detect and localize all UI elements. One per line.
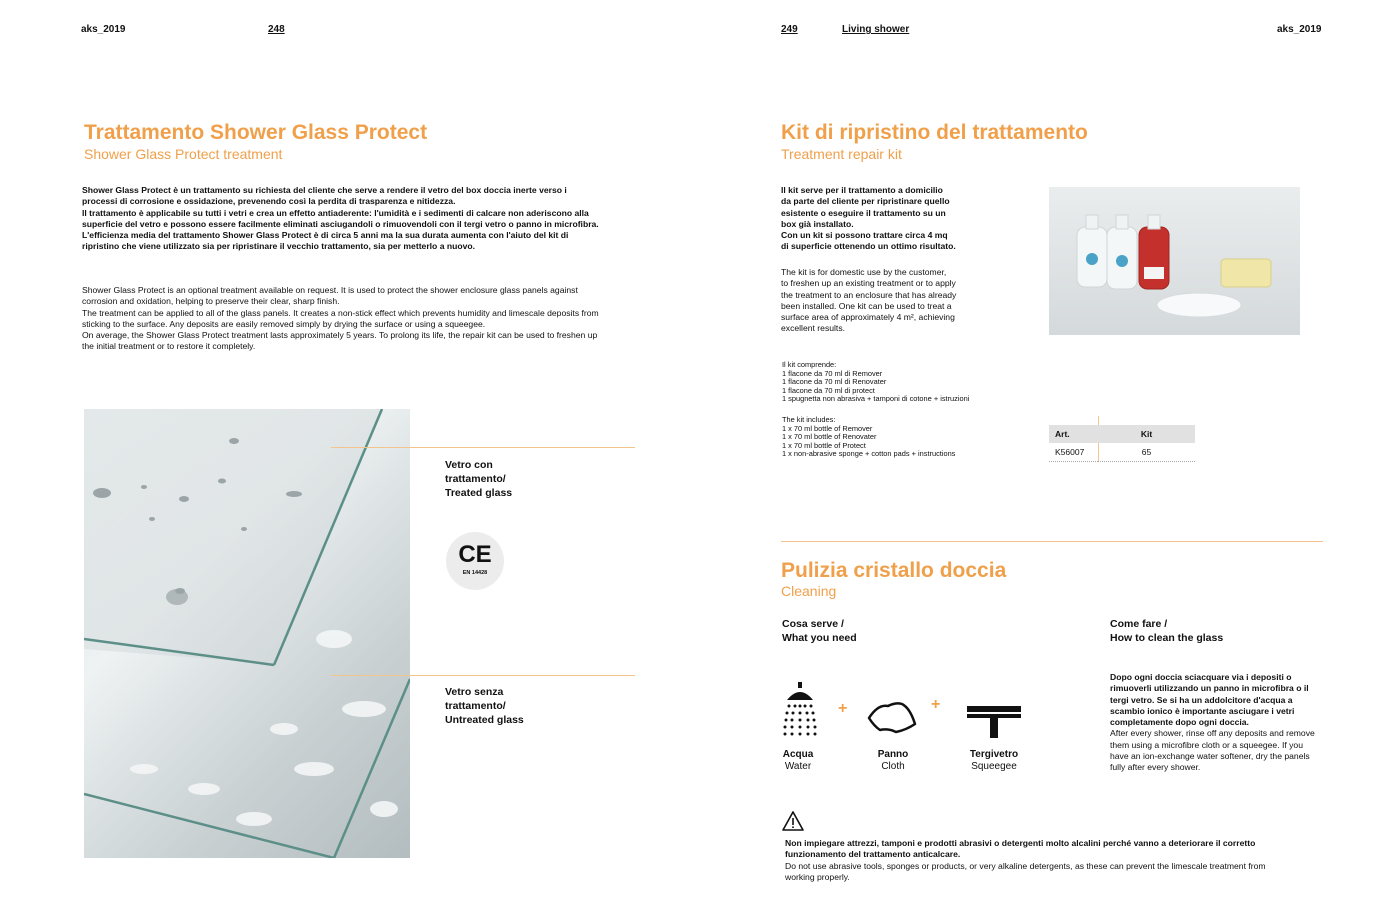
cloth-icon [866,700,918,736]
cloth-label-it: Panno [877,749,909,760]
cleaning-subtitle: Cleaning [781,583,837,599]
kit-title: Kit di ripristino del trattamento [781,121,1088,144]
how-to-it: Dopo ogni doccia sciacquare via i depositi o rimuoverli utilizzando un panno in microfibra o il tergi vetro. Se si ha un addolcitore d'acqua a scambio ionico è importante asciugare i vetri completamente dopo ogni doccia. [1110,672,1309,728]
table-cell-art: K56007 [1049,443,1098,462]
kit-illustration [1049,187,1300,335]
warning-text [785,838,1295,883]
treated-leader-line [331,447,635,448]
glass-photo [84,409,410,858]
warning-it: Non impiegare attrezzi, tamponi e prodotti abrasivi o detergenti molto alcalini perché vanno a deteriorare il corretto funzionamento del trattamento anticalcare. [785,838,1256,860]
table-header-art: Art. [1049,425,1098,443]
sponge [1221,259,1271,287]
water-label-en: Water [784,761,812,772]
squeegee-icon [965,704,1023,738]
left-page-number: 248 [268,24,285,35]
cloth-label-en: Cloth [881,761,905,772]
cotton-pads [1157,293,1241,317]
how-to-heading: Come fare / How to clean the glass [1110,618,1224,644]
squeegee-label [954,749,1034,773]
left-en-paragraph: Shower Glass Protect is an optional treatment available on request. It is used to protect the shower enclosure glass panels against corrosion and oxidation, helping to preserve their clear, sharp finish. The treatment can be applied to all of the glass panels. It creates a non-stick effect which prevents humidity and limescale deposits from sticking to the surface. Any deposits are easily removed simply by drying the surface or using a squeegee. On average, the Shower Glass Protect treatment lasts approximately 5 years. To prolong its life, the repair kit can be used to freshen up the initial treatment or to restore it completely. [82,285,599,352]
untreated-glass-label: Vetro senza trattamento/ Untreated glass [445,686,524,726]
right-brand: aks_2019 [1277,24,1322,35]
plus-sign-2: + [931,696,941,713]
left-title: Trattamento Shower Glass Protect [84,121,428,144]
kit-includes-en: The kit includes: 1 x 70 ml bottle of Remover 1 x 70 ml bottle of Renovater 1 x 70 ml bottle of Protect 1 x non-abrasive sponge + cotton pads + instructions [782,415,956,458]
bottle-protect [1139,215,1169,289]
left-it-paragraph: Shower Glass Protect è un trattamento su richiesta del cliente che serve a rendere il vetro del box doccia inerte verso i processi di corrosione e ossidazione, prevenendo così la perdita di trasparenza e nitidezza. Il trattamento è applicabile su tutti i vetri e crea un effetto antiaderente: l'umidità e i sedimenti di calcare non aderiscono alla superficie del vetro e possono essere facilmente eliminati asciugandoli o rimuovendoli con il tergi vetro o panno in microfibra. L'efficienza media del trattamento Shower Glass Protect è di circa 5 anni ma la sua durata aumenta con l'aiuto del kit di ripristino che viene utilizzato sia per ripristinare il vecchio trattamento, sia per metterlo a nuovo. [82,185,599,252]
right-page-number: 249 [781,24,798,35]
squeegee-label-it: Tergivetro [969,749,1019,760]
table-cell-kit: 65 [1098,443,1195,462]
table-header-row [1049,425,1195,443]
untreated-leader-line [331,675,635,676]
how-to-text [1110,672,1320,774]
shower-icon [783,682,817,738]
ce-mark: CE [458,541,492,568]
cleaning-title: Pulizia cristallo doccia [781,559,1007,582]
what-you-need-heading: Cosa serve / What you need [782,618,857,644]
plus-sign-1: + [838,700,848,717]
section-divider [781,541,1323,542]
kit-en-paragraph: The kit is for domestic use by the customer, to freshen up an existing treatment or to apply the treatment to an enclosure that has already been installed. One kit can be used to treat a surface area of approximately 4 m², achieving excellent results. [781,267,957,334]
glass-illustration [84,409,410,858]
kit-photo [1049,187,1300,335]
table-row [1049,443,1195,462]
bottle-remover [1077,215,1107,287]
water-label [758,749,838,773]
ce-standard: EN 14428 [462,570,488,576]
bottle-renovater [1107,215,1137,289]
left-brand: aks_2019 [81,24,126,35]
untreated-glass-bottom-edge [84,794,334,858]
ce-badge [446,532,504,590]
squeegee-label-en: Squeegee [971,761,1017,772]
treated-glass-label: Vetro con trattamento/ Treated glass [445,459,513,499]
how-to-en: After every shower, rinse off any deposits and remove them using a microfibre cloth or a squeegee. If you have an ion-exchange water softener, dry the panels fully after every shower. [1110,728,1315,773]
kit-price-table [1049,425,1195,462]
kit-subtitle: Treatment repair kit [781,146,902,162]
right-section-title: Living shower [842,24,910,35]
kit-includes-it: Il kit comprende: 1 flacone da 70 ml di Remover 1 flacone da 70 ml di Renovater 1 flacone da 70 ml di protect 1 spugnetta non abrasiva + tamponi di cotone + istruzioni [782,360,970,403]
left-subtitle: Shower Glass Protect treatment [84,146,283,162]
water-label-it: Acqua [782,749,814,760]
warning-en: Do not use abrasive tools, sponges or products, or very alkaline detergents, as these can prevent the limescale treatment from working properly. [785,860,1266,882]
kit-it-paragraph: Il kit serve per il trattamento a domicilio da parte del cliente per ripristinare quello esistente o eseguire il trattamento su un box già installato. Con un kit si possono trattare circa 4 mq di superficie ottenendo un ottimo risultato. [781,185,956,252]
cloth-label [853,749,933,773]
warning-icon [781,810,805,832]
table-header-kit: Kit [1098,425,1195,443]
